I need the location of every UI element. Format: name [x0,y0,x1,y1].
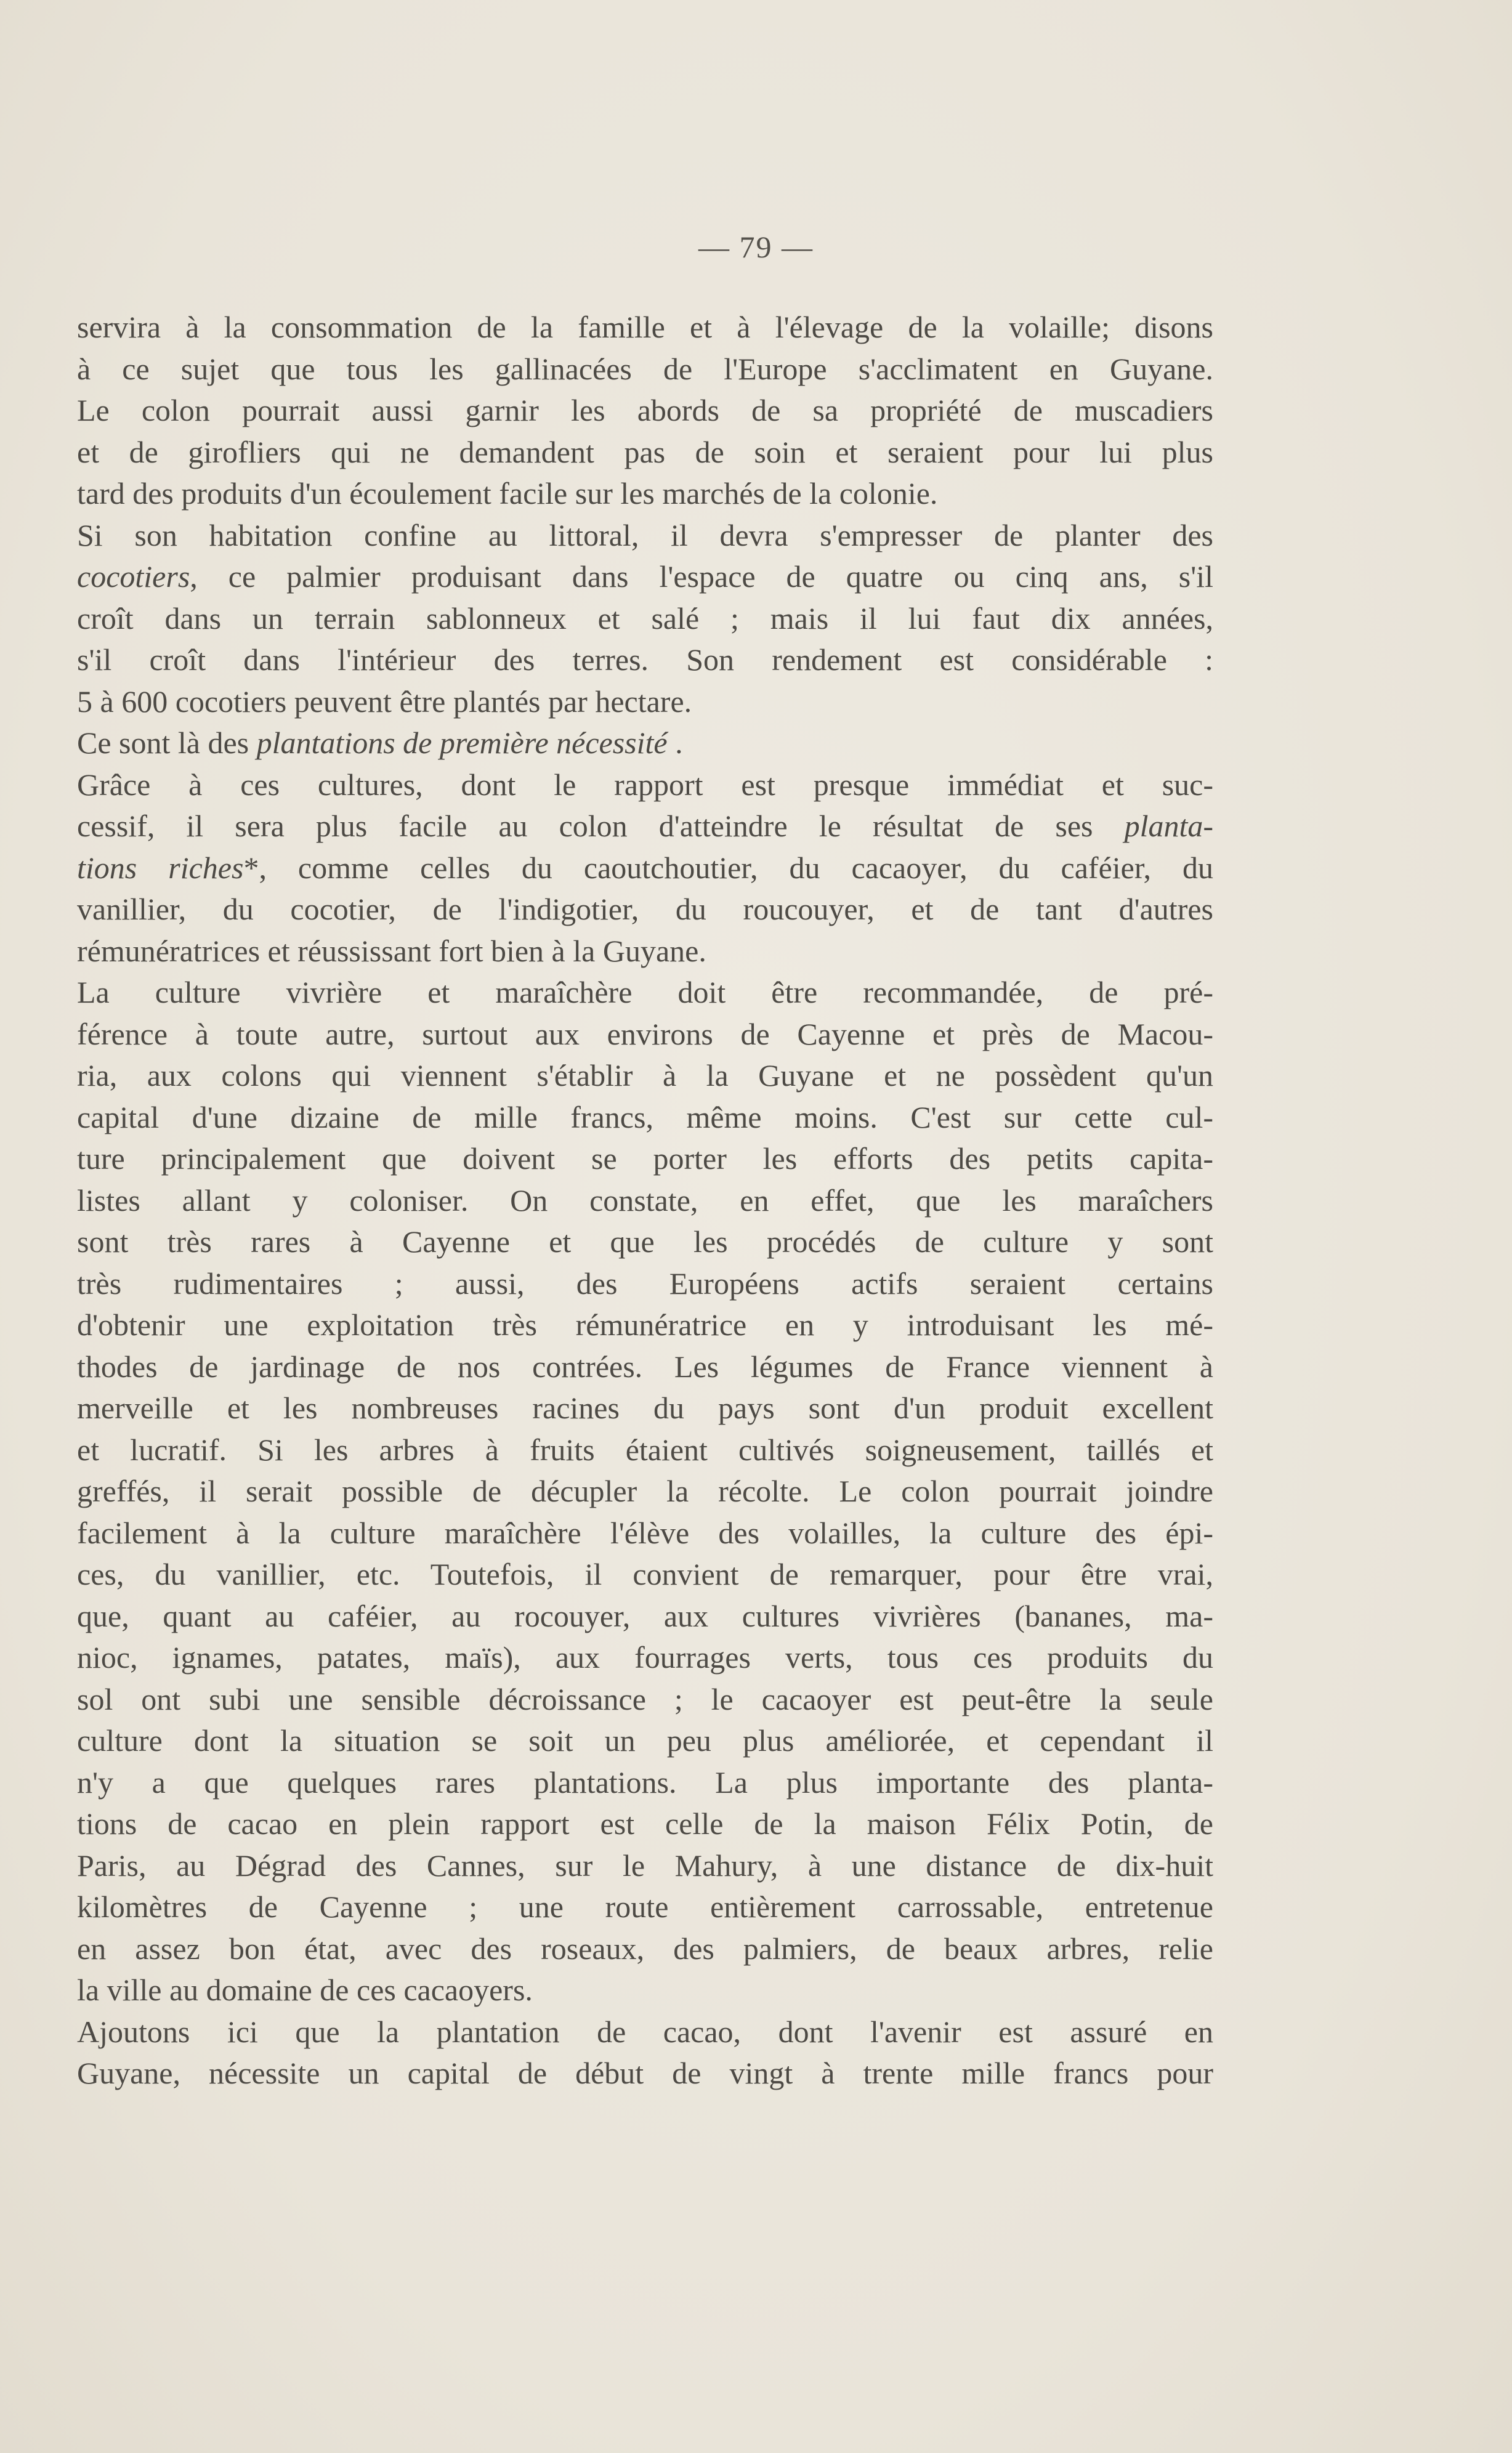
text-line: s'il croît dans l'intérieur des terres. Son rendement est considérable : [77,642,1213,677]
text-line: sol ont subi une sensible décroissance ; le cacaoyer est peut-être la seule [77,1681,1213,1716]
text-line [77,556,1213,598]
text-line [77,847,1213,889]
text-line: nioc, ignames, patates, maïs), aux fourrages verts, tous ces produits du [77,1640,1213,1675]
text-line: facilement à la culture maraîchère l'élève des volailles, la culture des épi- [77,1515,1213,1550]
text-line: n'y a que quelques rares plantations. La plus importante des planta- [77,1764,1213,1800]
italic-term: cocotiers [77,559,190,594]
page-number: — 79 — [698,230,814,264]
italic-term: plantations de première nécessité [256,725,668,760]
text-line: merveille et les nombreuses racines du pays sont d'un produit excellent [77,1391,1213,1425]
text-line: et lucratif. Si les arbres à fruits étaient cultivés soigneusement, taillés et [77,1432,1213,1467]
text-line: ria, aux colons qui viennent s'établir à la Guyane et ne possèdent qu'un [77,1058,1213,1093]
text-line: et de girofliers qui ne demandent pas de soin et seraient pour lui plus [77,434,1213,469]
text-line: que, quant au caféier, au rocouyer, aux cultures vivrières (bananes, ma- [77,1598,1213,1633]
text-line [77,722,1213,764]
body-text [77,307,1213,2095]
text-line [77,806,1213,847]
text-line: listes allant y coloniser. On constate, en effet, que les maraîchers [77,1182,1213,1218]
text-line: Si son habitation confine au littoral, il devra s'empresser de planter des [77,517,1213,552]
text-line: thodes de jardinage de nos contrées. Les légumes de France viennent à [77,1349,1213,1384]
text-line: rémunératrices et réussissant fort bien à la Guyane. [77,933,706,968]
text-line: ture principalement que doivent se porter les efforts des petits capita- [77,1141,1213,1176]
text-line: Guyane, nécessite un capital de début de vingt à trente mille francs pour [77,2056,1213,2090]
text-line: très rudimentaires ; aussi, des Européens actifs seraient certains [77,1266,1213,1301]
text-line: tard des produits d'un écoulement facile sur les marchés de la colonie. [77,476,938,511]
text-line: à ce sujet que tous les gallinacées de l'Europe s'acclimatent en Guyane. [77,351,1213,386]
text-line: kilomètres de Cayenne ; une route entièrement carrossable, entretenue [77,1889,1213,1924]
text-line: la ville au domaine de ces cacaoyers. [77,1973,533,2007]
text-fragment: cessif, il sera plus facile au colon d'atteindre le résultat de ses [77,809,1125,843]
text-fragment: *, comme celles du caoutchoutier, du cacaoyer, du caféier, du [243,850,1213,885]
text-line: greffés, il serait possible de décupler la récolte. Le colon pourrait joindre [77,1474,1213,1508]
italic-term: planta- [1124,809,1213,843]
text-line: croît dans un terrain sablonneux et salé ; mais il lui faut dix années, [77,600,1213,636]
italic-term: tions riches [77,850,244,885]
text-fragment: , ce palmier produisant dans l'espace de quatre ou cinq ans, s'il [190,559,1213,594]
text-line: ces, du vanillier, etc. Toutefois, il convient de remarquer, pour être vrai, [77,1557,1213,1591]
text-line: culture dont la situation se soit un peu plus améliorée, et cependant il [77,1723,1213,1758]
text-line: tions de cacao en plein rapport est celle de la maison Félix Potin, de [77,1806,1213,1841]
text-line: capital d'une dizaine de mille francs, même moins. C'est sur cette cul- [77,1099,1213,1134]
text-line: 5 à 600 cocotiers peuvent être plantés par hectare. [77,684,692,719]
text-line: d'obtenir une exploitation très rémunératrice en y introduisant les mé- [77,1307,1213,1342]
text-fragment: Ce sont là des [77,725,257,760]
text-line: vanillier, du cocotier, de l'indigotier, du roucouyer, et de tant d'autres [77,892,1213,926]
text-line: servira à la consommation de la famille et à l'élevage de la volaille; disons [77,310,1213,344]
text-line: férence à toute autre, surtout aux environs de Cayenne et près de Macou- [77,1016,1213,1051]
text-line: sont très rares à Cayenne et que les procédés de culture y sont [77,1224,1213,1259]
text-fragment: . [667,725,683,760]
text-line: La culture vivrière et maraîchère doit être recommandée, de pré- [77,975,1213,1009]
text-line: Grâce à ces cultures, dont le rapport est presque immédiat et suc- [77,767,1213,802]
text-line: Le colon pourrait aussi garnir les abords de sa propriété de muscadiers [77,393,1213,427]
text-line: en assez bon état, avec des roseaux, des palmiers, de beaux arbres, relie [77,1931,1213,1966]
text-line: Paris, au Dégrad des Cannes, sur le Mahury, à une distance de dix-huit [77,1848,1213,1883]
text-line: Ajoutons ici que la plantation de cacao, dont l'avenir est assuré en [77,2014,1213,2049]
